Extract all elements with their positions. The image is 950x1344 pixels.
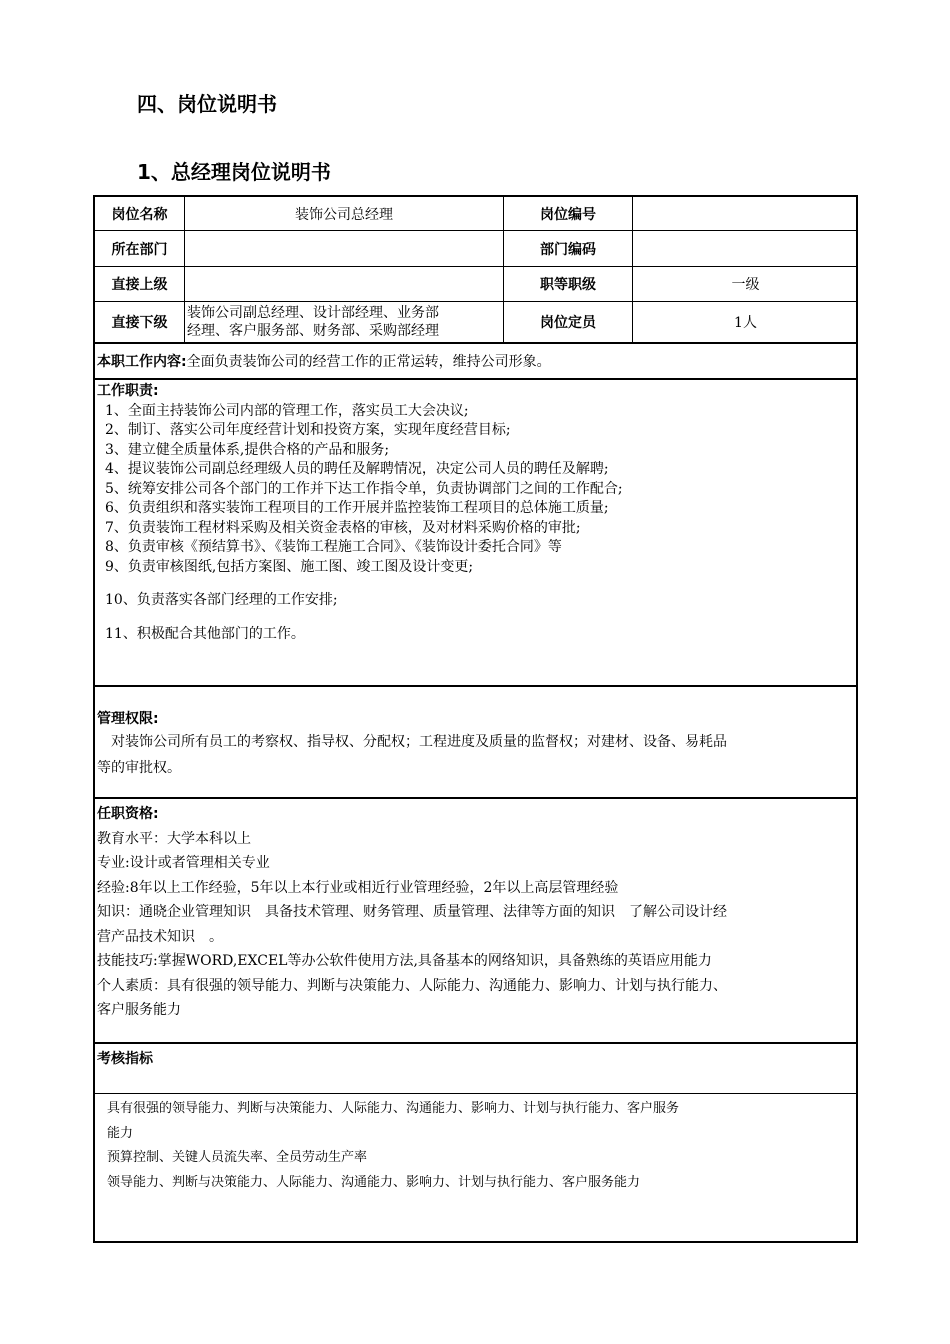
info-row-subordinate [95, 302, 856, 342]
info-row-position [95, 197, 856, 230]
kpi-title: 考核指标 [97, 1051, 153, 1067]
position-no-label: 岗位编号 [540, 206, 596, 223]
major-line: 专业:设计或者管理相关专业 [97, 855, 270, 871]
position-name-label: 岗位名称 [111, 206, 168, 223]
position-no-value [633, 197, 858, 230]
authority-section [97, 709, 852, 781]
kpi-line: 预算控制、关键人员流失率、全员劳动生产率 [107, 1150, 368, 1165]
job-content-label: 本职工作内容: [97, 354, 187, 370]
duty-item: 11、积极配合其他部门的工作。 [105, 625, 305, 642]
authority-line: 等的审批权。 [97, 760, 181, 776]
duty-item: 2、制订、落实公司年度经营计划和投资方案，实现年度经营目标; [105, 422, 511, 438]
duty-item: 3、建立健全质量体系,提供合格的产品和服务; [105, 441, 390, 458]
qualifications-title: 任职资格: [97, 806, 159, 822]
knowledge-line: 营产品技术知识 。 [97, 928, 223, 945]
kpi-title-section [97, 1049, 852, 1069]
kpi-line: 具有很强的领导能力、判断与决策能力、人际能力、沟通能力、影响力、计划与执行能力、客户服务 [107, 1101, 680, 1116]
job-description-table [93, 195, 858, 1243]
duty-item: 10、负责落实各部门经理的工作安排; [105, 592, 338, 608]
kpi-line: 能力 [107, 1125, 134, 1141]
duty-item: 1、全面主持装饰公司内部的管理工作，落实员工大会决议; [105, 402, 469, 419]
department-code-label: 部门编码 [540, 241, 596, 258]
quality-line: 客户服务能力 [97, 1002, 181, 1018]
quality-line: 个人素质：具有很强的领导能力、判断与决策能力、人际能力、沟通能力、影响力、计划与执行能力、 [97, 977, 727, 994]
experience-line: 经验:8年以上工作经验，5年以上本行业或相近行业管理经验，2年以上高层管理经验 [97, 879, 619, 896]
subordinate-line-2: 经理、客户服务部、财务部、采购部经理 [187, 323, 439, 339]
job-content-section [97, 352, 852, 372]
department-code-value [633, 231, 858, 266]
department-value [185, 231, 503, 266]
headcount-value: 1人 [734, 315, 757, 331]
knowledge-line: 知识：通晓企业管理知识 具备技术管理、财务管理、质量管理、法律等方面的知识 了解公司设计经 [97, 904, 727, 920]
headcount-label: 岗位定员 [540, 315, 596, 331]
superior-label: 直接上级 [111, 277, 168, 293]
job-content-text: 全面负责装饰公司的经营工作的正常运转，维持公司形象。 [186, 354, 551, 370]
kpi-section [107, 1097, 852, 1195]
education-line: 教育水平：大学本科以上 [97, 830, 251, 847]
subordinate-label: 直接下级 [111, 315, 168, 331]
superior-value [185, 267, 503, 301]
duties-title: 工作职责: [97, 383, 159, 399]
duties-section [97, 382, 852, 644]
qualifications-section [97, 802, 852, 1023]
authority-line: 对装饰公司所有员工的考察权、指导权、分配权；工程进度及质量的监督权；对建材、设备、易耗品 [111, 734, 727, 750]
subordinate-line-1: 装饰公司副总经理、设计部经理、业务部 [187, 305, 439, 321]
subordinate-value [185, 302, 503, 342]
skills-line: 技能技巧:掌握WORD,EXCEL等办公软件使用方法,具备基本的网络知识，具备熟练的英语应用能力 [97, 953, 712, 969]
sub-heading: 1、总经理岗位说明书 [137, 160, 331, 184]
info-row-department [95, 231, 856, 266]
info-row-superior [95, 267, 856, 301]
duty-item: 8、负责审核《预结算书》、《装饰工程施工合同》、《装饰设计委托合同》等 [105, 539, 562, 555]
duty-item: 9、负责审核图纸,包括方案图、施工图、竣工图及设计变更; [105, 558, 474, 575]
duty-item: 4、提议装饰公司副总经理级人员的聘任及解聘情况，决定公司人员的聘任及解聘; [105, 461, 609, 477]
kpi-line: 领导能力、判断与决策能力、人际能力、沟通能力、影响力、计划与执行能力、客户服务能力 [107, 1174, 641, 1190]
grade-value: 一级 [731, 277, 760, 293]
duty-item: 5、统筹安排公司各个部门的工作并下达工作指令单，负责协调部门之间的工作配合; [105, 480, 623, 497]
section-heading: 四、岗位说明书 [137, 92, 277, 116]
authority-title: 管理权限: [97, 711, 159, 727]
duty-item: 6、负责组织和落实装饰工程项目的工作开展并监控装饰工程项目的总体施工质量; [105, 500, 609, 516]
department-label: 所在部门 [111, 241, 168, 258]
duty-item: 7、负责装饰工程材料采购及相关资金表格的审核，及对材料采购价格的审批; [105, 519, 581, 536]
position-name-value: 装饰公司总经理 [295, 206, 393, 223]
grade-label: 职等职级 [540, 277, 596, 293]
